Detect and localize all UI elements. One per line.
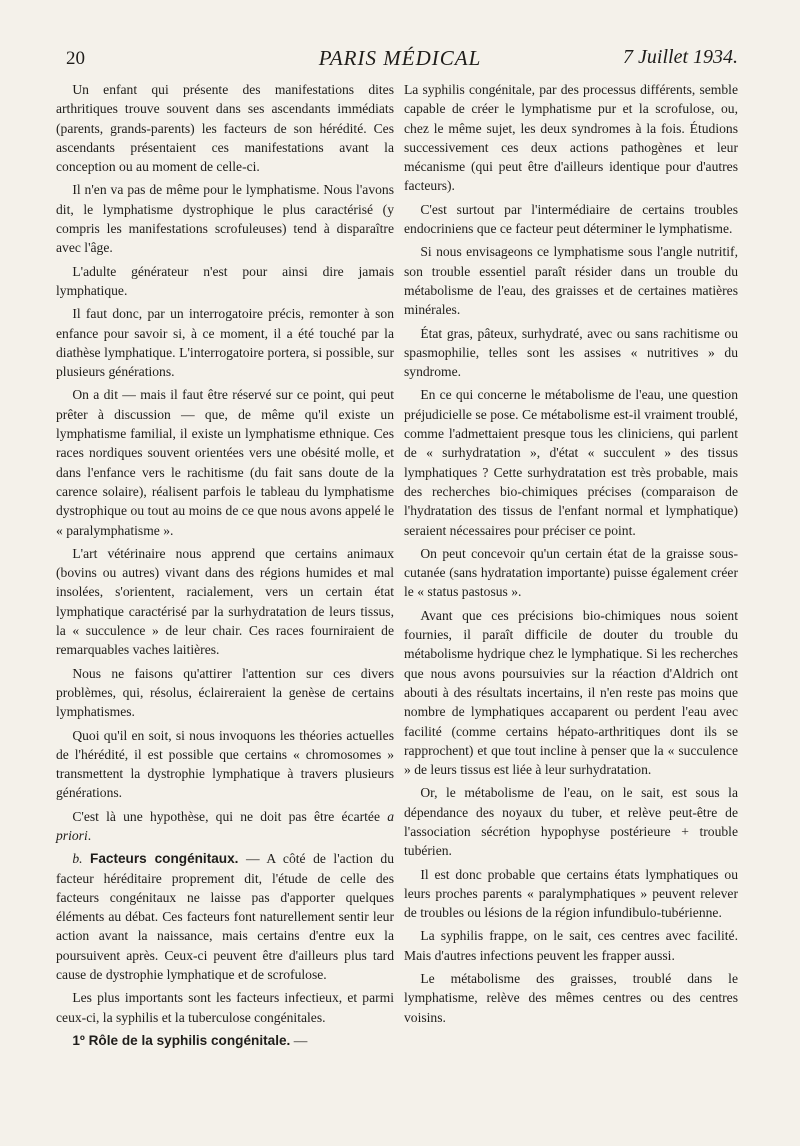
issue-date: 7 Juillet 1934. <box>623 46 738 68</box>
paragraph: On peut concevoir qu'un certain état de la graisse sous-cutanée (sans hydratation importante) puisse également créer le « status pastosus ». <box>404 545 738 600</box>
paragraph: État gras, pâteux, surhydraté, avec ou sans rachitisme ou spasmophilie, telles sont les assises « nutritives » du syndrome. <box>404 325 738 380</box>
paragraph: Il n'en va pas de même pour le lymphatisme. Nous l'avons dit, le lymphatisme dystrophique le plus caractérisé (y compris les manifestations scrofuleuses) tend à disparaître avec l'âge. <box>56 182 394 256</box>
paragraph: La syphilis congénitale, par des processus différents, semble capable de créer le lymphatisme pur et la scrofulose, ou, chez le même sujet, les deux syndromes à la fois. Étudions successivement ces deux actions pathogènes et leur mécanisme (qui peut être d'ailleurs identique pour d'autres facteurs). <box>404 82 738 194</box>
paragraph: La syphilis frappe, on le sait, ces centres avec facilité. Mais d'autres infections peuvent les frapper aussi. <box>404 928 738 963</box>
paragraph: Il est donc probable que certains états lymphatiques ou leurs proches parents « paralymphatiques » peuvent relever de troubles ou lésions de la région infundibulo-tubérienne. <box>404 866 738 921</box>
paragraph <box>56 1031 394 1050</box>
paragraph-end: . <box>87 827 92 843</box>
paragraph: L'adulte générateur n'est pour ainsi dire jamais lymphatique. <box>56 263 394 298</box>
right-column <box>404 80 738 1027</box>
paragraph: C'est surtout par l'intermédiaire de certains troubles endocriniens que ce facteur peut déterminer le lymphatisme. <box>404 201 738 237</box>
paragraph: Nous ne faisons qu'attirer l'attention sur ces divers problèmes, qui, résolus, éclaireraient la genèse de certains lymphatismes. <box>56 665 394 720</box>
paragraph-text: C'est là une hypothèse, qui ne doit pas être écartée <box>72 808 388 824</box>
italic-phrase: a priori <box>56 808 394 843</box>
section-heading: Facteurs congénitaux. <box>90 851 239 867</box>
page-number: 20 <box>66 48 85 69</box>
paragraph: Or, le métabolisme de l'eau, on le sait, est sous la dépendance des noyaux du tuber, et relève peut-être de l'association sécrétion hypophyse postérieure + trouble tubérien. <box>404 785 738 859</box>
page-header <box>62 44 738 74</box>
paragraph: Quoi qu'il en soit, si nous invoquons les théories actuelles de l'hérédité, il est possible que certains « chromosomes » transmettent la dystrophie lymphatique à travers plusieurs générations. <box>56 727 394 801</box>
paragraph: L'art vétérinaire nous apprend que certains animaux (bovins ou autres) vivant dans des régions humides et mal insolées, s'orientent, racialement, vers un certain état lymphatique caractérisé par la surhydratation de leurs tissus, la « succulence » de leur chair. Ces races fourniraient de remarquables vaches laitières. <box>56 545 394 658</box>
paragraph: Avant que ces précisions bio-chimiques nous soient fournies, il paraît difficile de douter du trouble du métabolisme hydrique chez le lymphatique. Si les recherches que nous avons poursuivies sur la réaction d'Aldrich ont abouti à des résultats incertains, il n'en reste pas moins que nombre de lymphatiques accaparent ou perdent l'eau avec facilité (comme certains hépato-arthritiques dont ils se rapprochent) et que tout incline à penser que la « succulence » de leurs tissus est liée à leur surhydratation. <box>404 607 738 778</box>
paragraph: Le métabolisme des graisses, troublé dans le lymphatisme, relève des mêmes centres ou des centres voisins. <box>404 971 738 1025</box>
paragraph <box>56 807 394 846</box>
paragraph-text: — <box>290 1032 308 1048</box>
paragraph: Il faut donc, par un interrogatoire précis, remonter à son enfance pour savoir si, à ce moment, il a été touché par la diathèse lymphatique. L'interrogatoire portera, si possible, sur plusieurs générations. <box>56 306 394 380</box>
paragraph: Si nous envisageons ce lymphatisme sous l'angle nutritif, son trouble essentiel paraît résider dans un trouble du métabolisme de l'eau, des graisses et de certaines matières minérales. <box>404 244 738 318</box>
paragraph: Les plus importants sont les facteurs infectieux, et parmi ceux-ci, la syphilis et la tuberculose congénitales. <box>56 990 394 1025</box>
paragraph-text: — A côté de l'action du facteur héréditaire proprement dit, l'étude de celle des facteurs congénitaux ne laisse pas d'apporter quelques éléments au débat. Ces facteurs font naturellement sentir leur action avant la naissance, mais certains d'entre eux la poursuivent après. Ceux-ci peuvent être d'ailleurs plus tard cause de dystrophie lymphatique et de scrofulose. <box>56 851 394 983</box>
paragraph <box>56 849 394 984</box>
paragraph: En ce qui concerne le métabolisme de l'eau, une question préjudicielle se pose. Ce métabolisme est-il vraiment troublé, comme l'admettaient presque tous les cliniciens, qui parlent de « surhydratation », d'état « succulent » des tissus lymphatiques ? Cette surhydratation est très probable, mais des recherches bio-chimiques précises (comparaison de l'hydratation des tissus de l'enfant normal et lymphatique) seraient nécessaires pour préciser ce point. <box>404 387 738 538</box>
section-letter: b. <box>72 851 91 867</box>
paragraph: On a dit — mais il faut être réservé sur ce point, qui peut prêter à discussion — que, de même qu'il existe un lymphatisme familial, il existe un lymphatisme ethnique. Ces races nordiques souvent orientées vers une obésité molle, et dans l'enfance vers le rachitisme (du fait sans doute de la carence solaire), réalisent parfois le tableau du lymphatisme dystrophique ou tout au moins de ce que nous avons appelé le « paralymphatisme ». <box>56 387 394 538</box>
journal-title: PARIS MÉDICAL <box>318 46 482 70</box>
subsection-heading: 1º Rôle de la syphilis congénitale. <box>72 1032 291 1048</box>
left-column <box>56 80 394 1050</box>
paragraph: Un enfant qui présente des manifestations dites arthritiques trouve souvent dans ses ascendants immédiats (parents, grands-parents) les facteurs de son hérédité. Ces ascendants présentaient ces manifestations avant la conception ou au moment de celle-ci. <box>56 82 394 175</box>
